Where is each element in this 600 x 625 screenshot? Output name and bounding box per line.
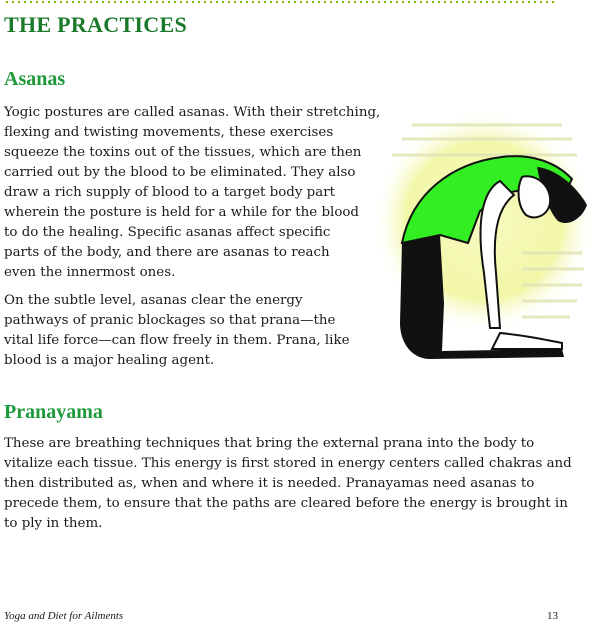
foot xyxy=(492,333,562,349)
asanas-paragraph-1 xyxy=(4,103,380,283)
text-line: to ply in them. xyxy=(4,516,103,531)
text-line: precede them, to ensure that the paths are cleared before the energy is brought in xyxy=(4,496,568,511)
text-line: On the subtle level, asanas clear the energy xyxy=(4,293,303,308)
dotted-rule xyxy=(4,0,554,4)
text-line: blood is a major healing agent. xyxy=(4,353,215,368)
text-line: vital life force—can flow freely in them. Prana, like xyxy=(4,333,350,348)
page-number: 13 xyxy=(547,610,558,622)
camel-pose-illustration xyxy=(372,103,592,368)
section-heading-asanas: Asanas xyxy=(4,68,66,90)
text-line: to do the healing. Specific asanas affect specific xyxy=(4,225,331,240)
text-line: vitalize each tissue. This energy is first stored in energy centers called chakras and xyxy=(4,456,572,471)
pranayama-paragraph xyxy=(4,434,572,534)
section-heading-pranayama: Pranayama xyxy=(4,401,103,423)
text-line: parts of the body, and there are asanas to reach xyxy=(4,245,330,260)
text-line: Yogic postures are called asanas. With their stretching, xyxy=(4,105,381,120)
footer-book-title: Yoga and Diet for Ailments xyxy=(4,610,124,622)
text-line: draw a rich supply of blood to a target body part xyxy=(4,185,336,200)
text-line: wherein the posture is held for a while for the blood xyxy=(4,205,360,220)
text-line: squeeze the toxins out of the tissues, which are then xyxy=(4,145,362,160)
text-line: pathways of pranic blockages so that prana—the xyxy=(4,313,336,328)
text-line: carried out by the blood to be eliminated. They also xyxy=(4,165,356,180)
page-title: THE PRACTICES xyxy=(4,12,187,37)
asanas-paragraph-2 xyxy=(4,291,350,371)
text-line: flexing and twisting movements, these exercises xyxy=(4,125,334,140)
text-line: then distributed as, when and where it is needed. Pranayamas need asanas to xyxy=(4,476,535,491)
text-line: These are breathing techniques that bring the external prana into the body to xyxy=(4,436,535,451)
text-line: even the innermost ones. xyxy=(4,265,176,280)
